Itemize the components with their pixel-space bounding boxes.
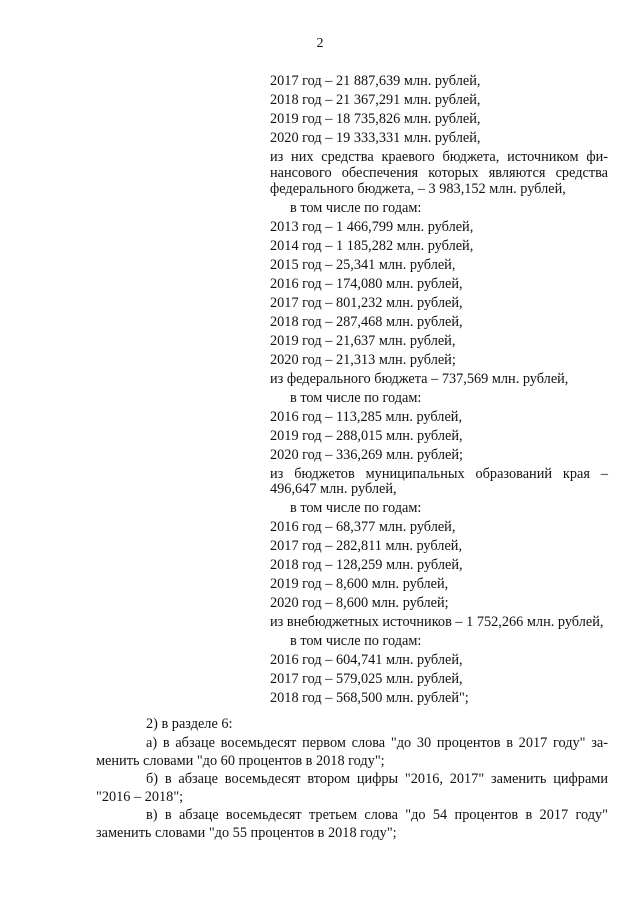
text-line-financing-offbudget-sub: в том числе по годам: bbox=[290, 633, 422, 649]
text-line-financing-regional-intro-line2: нансового обеспечения которых являются средства bbox=[270, 165, 608, 181]
text-line-financing-municipal-years-1: 2017 год – 282,811 млн. рублей, bbox=[270, 538, 463, 554]
text-line-financing-regional-sub: в том числе по годам: bbox=[290, 200, 422, 216]
text-line-financing-regional-years-6: 2019 год – 21,637 млн. рублей, bbox=[270, 333, 456, 349]
text-line-financing-regional-years-2: 2015 год – 25,341 млн. рублей, bbox=[270, 257, 456, 273]
text-line-financing-total-tail-3: 2020 год – 19 333,331 млн. рублей, bbox=[270, 130, 481, 146]
text-line-financing-regional-years-4: 2017 год – 801,232 млн. рублей, bbox=[270, 295, 463, 311]
text-line-financing-offbudget-years-2: 2018 год – 568,500 млн. рублей"; bbox=[270, 690, 469, 706]
text-line-financing-regional-years-7: 2020 год – 21,313 млн. рублей; bbox=[270, 352, 456, 368]
text-line-financing-federal-years-2: 2020 год – 336,269 млн. рублей; bbox=[270, 447, 463, 463]
text-line-financing-offbudget-years-1: 2017 год – 579,025 млн. рублей, bbox=[270, 671, 463, 687]
text-line-financing-regional-intro-line1: из них средства краевого бюджета, источником фи- bbox=[270, 149, 608, 165]
text-line-financing-municipal-years-0: 2016 год – 68,377 млн. рублей, bbox=[270, 519, 456, 535]
text-line-section6-c-line1: в) в абзаце восемьдесят третьем слова "до 54 процентов в 2017 году" bbox=[146, 807, 608, 823]
text-line-section6-a-line1: а) в абзаце восемьдесят первом слова "до 30 процентов в 2017 году" за- bbox=[146, 735, 608, 751]
text-line-financing-municipal-years-2: 2018 год – 128,259 млн. рублей, bbox=[270, 557, 463, 573]
text-line-financing-municipal-intro-line1: из бюджетов муниципальных образований края – bbox=[270, 466, 608, 482]
text-line-section6-b-line2: "2016 – 2018"; bbox=[96, 789, 184, 805]
text-line-financing-regional-years-3: 2016 год – 174,080 млн. рублей, bbox=[270, 276, 463, 292]
text-line-section6-b-line1: б) в абзаце восемьдесят втором цифры "2016, 2017" заменить цифрами bbox=[146, 771, 608, 787]
text-line-financing-regional-years-1: 2014 год – 1 185,282 млн. рублей, bbox=[270, 238, 474, 254]
text-line-financing-federal-intro: из федерального бюджета – 737,569 млн. рублей, bbox=[270, 371, 569, 387]
text-line-financing-total-tail-0: 2017 год – 21 887,639 млн. рублей, bbox=[270, 73, 481, 89]
text-line-financing-regional-years-0: 2013 год – 1 466,799 млн. рублей, bbox=[270, 219, 474, 235]
text-line-financing-municipal-years-4: 2020 год – 8,600 млн. рублей; bbox=[270, 595, 449, 611]
text-line-financing-municipal-intro-line2: 496,647 млн. рублей, bbox=[270, 481, 397, 497]
text-line-financing-federal-years-1: 2019 год – 288,015 млн. рублей, bbox=[270, 428, 463, 444]
text-line-financing-regional-years-5: 2018 год – 287,468 млн. рублей, bbox=[270, 314, 463, 330]
text-line-financing-regional-intro-line3: федерального бюджета, – 3 983,152 млн. рублей, bbox=[270, 181, 566, 197]
text-line-financing-municipal-years-3: 2019 год – 8,600 млн. рублей, bbox=[270, 576, 449, 592]
text-line-financing-offbudget-years-0: 2016 год – 604,741 млн. рублей, bbox=[270, 652, 463, 668]
page-number: 2 bbox=[316, 36, 324, 51]
text-line-section6-c-line2: заменить словами "до 55 процентов в 2018 году"; bbox=[96, 825, 397, 841]
text-line-section6-a-line2: менить словами "до 60 процентов в 2018 году"; bbox=[96, 753, 385, 769]
text-line-financing-total-tail-1: 2018 год – 21 367,291 млн. рублей, bbox=[270, 92, 481, 108]
text-line-financing-federal-sub: в том числе по годам: bbox=[290, 390, 422, 406]
text-line-financing-total-tail-2: 2019 год – 18 735,826 млн. рублей, bbox=[270, 111, 481, 127]
text-line-section6-heading: 2) в разделе 6: bbox=[146, 716, 233, 732]
text-line-financing-municipal-sub: в том числе по годам: bbox=[290, 500, 422, 516]
text-line-financing-federal-years-0: 2016 год – 113,285 млн. рублей, bbox=[270, 409, 463, 425]
text-line-financing-offbudget-intro: из внебюджетных источников – 1 752,266 млн. рублей, bbox=[270, 614, 604, 630]
